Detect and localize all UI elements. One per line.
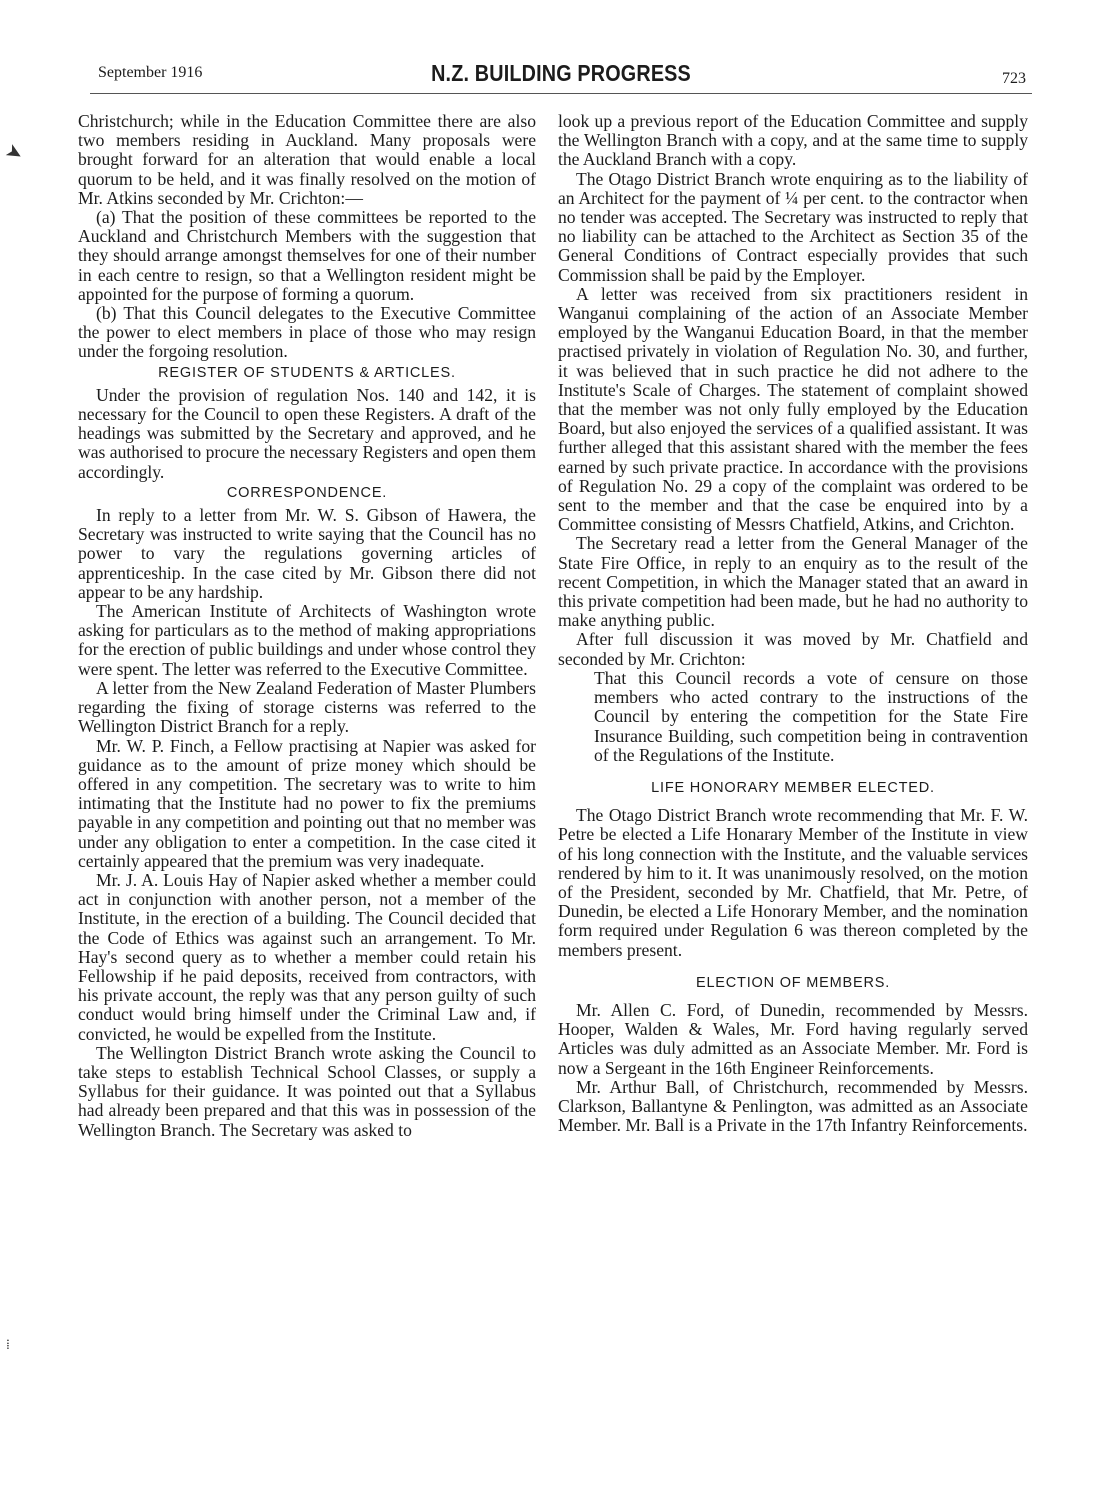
- paragraph: The Otago District Branch wrote enquiring as to the liability of an Architect for the payment of ¼ per cent. to the contractor when no tender was accepted. The Secretary was instructed to reply that no liability can be attached to the Architect as Section 35 of the General Conditions of Contract especially provides that such Commission shall be paid by the Employer.: [558, 168, 1028, 285]
- page-header: [90, 62, 1032, 94]
- paragraph: Mr. Allen C. Ford, of Dunedin, recommended by Messrs. Hooper, Walden & Wales, Mr. Ford having regularly served Articles was duly admitted as an Associate Member. Mr. Ford is now a Sergeant in the 16th Engineer Reinforcements.: [558, 999, 1028, 1078]
- paragraph: Under the provision of regulation Nos. 140 and 142, it is necessary for the Council to open these Registers. A draft of the headings was submitted by the Secretary and approved, and he was authorised to procure the necessary Registers and open them accordingly.: [78, 384, 536, 482]
- section-heading-life-member: LIFE HONORARY MEMBER ELECTED.: [651, 779, 935, 796]
- page-number: 723: [1002, 70, 1026, 87]
- publication-title: N.Z. BUILDING PROGRESS: [431, 60, 691, 86]
- paragraph: (a) That the position of these committees be reported to the Auckland and Christchurch Members with the suggestion that they should arrange amongst themselves for one of their number in each centre to resign, so that a Wellington resident might be appointed for the purpose of forming a quorum.: [78, 207, 536, 304]
- paragraph: Mr. J. A. Louis Hay of Napier asked whether a member could act in conjunction with another person, not a member of the Institute, in the erection of a building. The Council decided that the Code of Ethics was against such an arrangement. To Mr. Hay's second query as to whether a member could retain his Fellowship if he paid deposits, received from contractors, with his private account, the reply was that any person guilty of such conduct would bring himself under the Criminal Law and, if convicted, he would be expelled from the Institute.: [78, 869, 536, 1044]
- paragraph: The Otago District Branch wrote recommending that Mr. F. W. Petre be elected a Life Honarary Member of the Institute in view of his long connection with the Institute, and the valuable services rendered by him to it. It was unanimously resolved, on the motion of the President, seconded by Mr. Chatfield, that Mr. Petre, of Dunedin, be elected a Life Honorary Member, and the nomination form required under Regulation 6 was thereon completed by the members present.: [558, 805, 1028, 960]
- paragraph: In reply to a letter from Mr. W. S. Gibson of Hawera, the Secretary was instructed to write saying that the Council has no power to vary the regulations governing articles of apprenticeship. In the case cited by Mr. Gibson there did not appear to be any hardship.: [78, 505, 536, 602]
- paragraph: A letter was received from six practitioners resident in Wanganui complaining of the action of an Associate Member employed by the Wanganui Education Board, in that the member practised privately in violation of Regulation No. 30, and further, it was believed that in such practice he did not adhere to the Institute's Scale of Charges. The statement of complaint showed that the member was not only fully employed by the Education Board, but also enjoyed the services of a qualified assistant. It was further alleged that this assistant shared with the member the fees earned by such private practice. In accordance with the provisions of Regulation No. 29 a copy of the complaint was ordered to be sent to the member and that the case be enquired into by a Committee consisting of Messrs Chatfield, Atkins, and Crichton.: [558, 283, 1028, 535]
- paragraph: After full discussion it was moved by Mr. Chatfield and seconded by Mr. Crichton:: [558, 629, 1028, 669]
- right-column: [558, 112, 1028, 1135]
- section-heading-election: ELECTION OF MEMBERS.: [695, 974, 891, 991]
- paragraph: The Secretary read a letter from the General Manager of the State Fire Office, in reply to an enquiry as to the result of the recent Competition, in which the Manager stated that an award in this private competition had been made, but he had no authority to make anything public.: [558, 533, 1028, 631]
- header-rule: [90, 93, 1032, 94]
- paragraph: Mr. Arthur Ball, of Christchurch, recommended by Messrs. Clarkson, Ballantyne & Penlington, was admitted as an Associate Member. Mr. Ball is a Private in the 17th Infantry Reinforcements.: [558, 1076, 1028, 1136]
- paragraph: The Wellington District Branch wrote asking the Council to take steps to establish Technical School Classes, or supply a Syllabus for their guidance. It was pointed out that a Syllabus had already been prepared and that this was in possession of the Wellington Branch. The Secretary was asked to: [78, 1042, 536, 1140]
- resolution-quote: That this Council records a vote of censure on those members who acted contrary to the instructions of the Council by entering the competition for the State Fire Insurance Building, such competition being in contravention of the Regulations of the Institute.: [594, 667, 1028, 765]
- paragraph: A letter from the New Zealand Federation of Master Plumbers regarding the fixing of storage cisterns was referred to the Wellington District Branch for a reply.: [78, 677, 536, 737]
- margin-mark-icon: ➤: [1, 139, 27, 167]
- left-column: [78, 112, 536, 1140]
- section-heading-correspondence: CORRESPONDENCE.: [226, 484, 388, 501]
- paragraph: (b) That this Council delegates to the Executive Committee the power to elect members in place of those who may resign under the forgoing resolution.: [78, 303, 536, 362]
- issue-date: September 1916: [98, 64, 203, 81]
- section-heading-register: REGISTER OF STUDENTS & ARTICLES.: [158, 364, 456, 381]
- margin-mark-icon: ⁞: [6, 1338, 10, 1353]
- paragraph: Christchurch; while in the Education Committee there are also two members residing in Auckland. Many proposals were brought forward for an alteration that would enable a local quorum to be held, and it was finally resolved on the motion of Mr. Atkins seconded by Mr. Crichton:—: [78, 111, 536, 208]
- paragraph: Mr. W. P. Finch, a Fellow practising at Napier was asked for guidance as to the amount of prize money which should be offered in any competition. The secretary was to write to him intimating that the Institute had no power to fix the premiums payable in any competition and pointing out that no member was under any obligation to enter a competition. In the case cited it certainly appeared that the premium was very inadequate.: [78, 735, 536, 871]
- paragraph: look up a previous report of the Education Committee and supply the Wellington Branch with a copy, and at the same time to supply the Auckland Branch with a copy.: [558, 111, 1028, 170]
- paragraph: The American Institute of Architects of Washington wrote asking for particulars as to the method of making appropriations for the erection of public buildings and under whose control they were spent. The letter was referred to the Executive Committee.: [78, 601, 536, 679]
